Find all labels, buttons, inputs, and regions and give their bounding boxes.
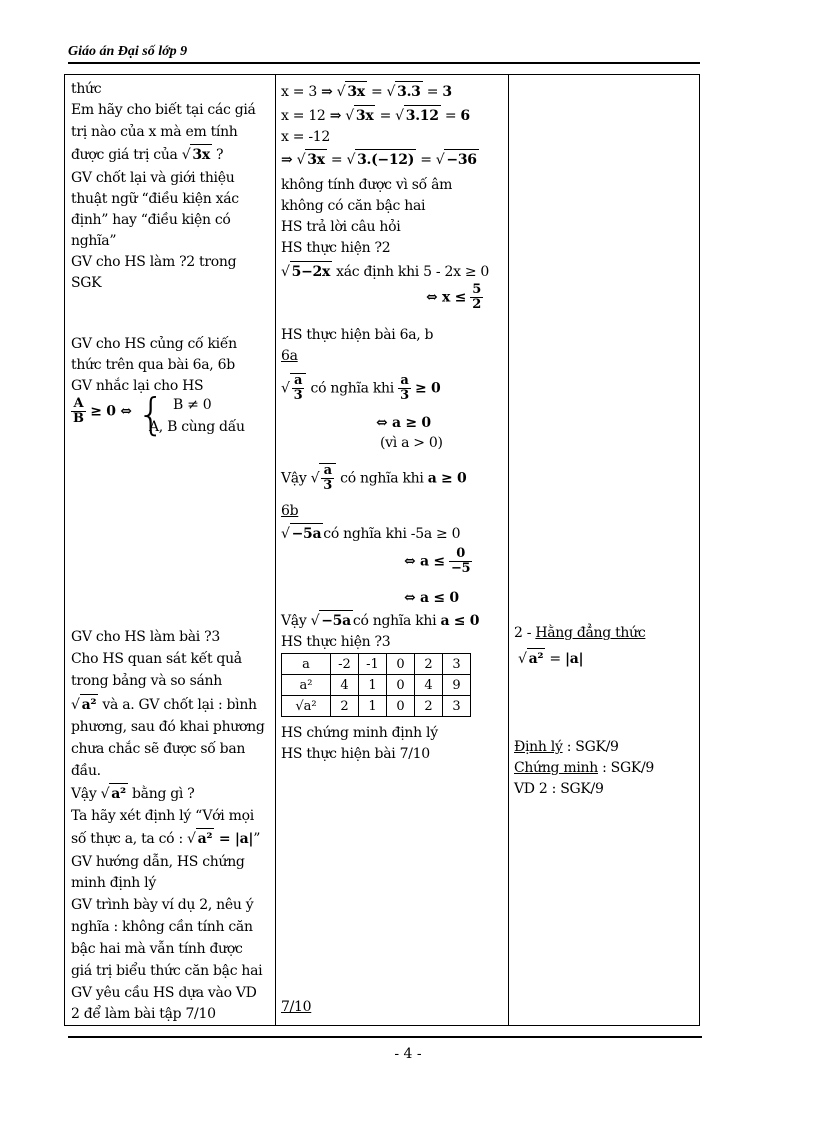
math-line: ⇒ √ 3x = √ 3.(−12) = √ −36: [281, 149, 479, 171]
text-line: thức: [71, 81, 102, 97]
section-heading: 2 - Hằng đẳng thức: [514, 625, 646, 641]
identity-formula: √ a² = |a|: [518, 648, 583, 670]
text-line: nghĩa : không cần tính căn: [71, 919, 253, 935]
text-line: thuật ngữ “điều kiện xác: [71, 191, 239, 207]
text-line: Định lý : SGK/9: [514, 739, 619, 755]
text-line: Ta hãy xét định lý “Với mọi: [71, 808, 254, 824]
lesson-table: [64, 74, 700, 1026]
math-line: x = -12: [281, 129, 330, 145]
text-line: (vì a > 0): [380, 435, 443, 451]
table-cell: 0: [387, 675, 415, 696]
table-cell: 9: [443, 675, 471, 696]
text-line: bậc hai mà vẫn tính được: [71, 941, 243, 957]
text-line: HS thực hiện bài 7/10: [281, 746, 430, 762]
text-line: GV trình bày ví dụ 2, nêu ý: [71, 897, 254, 913]
table-row: [282, 654, 471, 675]
table-row-head: a²: [282, 675, 331, 696]
math-line: ⇔ a ≤ 0: [404, 590, 459, 606]
text-line: HS chứng minh định lý: [281, 725, 438, 741]
table-cell: 0: [387, 654, 415, 675]
table-cell: 3: [443, 696, 471, 717]
math-line: ⇔ x ≤ $\frac{5}{2}$: [426, 282, 481, 312]
text-line: Chứng minh : SGK/9: [514, 760, 655, 776]
text-line: trong bảng và so sánh: [71, 673, 222, 689]
math-line: √ $\frac{a}{3}$ có nghĩa khi $\frac{a}{3}$ ≥ 0: [281, 373, 441, 403]
math-line: √ −5a có nghĩa khi -5a ≥ 0: [281, 523, 460, 545]
math-line: Vậy √ $\frac{a}{3}$ có nghĩa khi a ≥ 0: [281, 463, 467, 493]
content-column: [509, 75, 699, 1025]
text-line: √ a² và a. GV chốt lại : bình: [71, 694, 257, 716]
teacher-column: [65, 75, 276, 1025]
text-line: GV chốt lại và giới thiệu: [71, 170, 235, 186]
text-line: GV nhắc lại cho HS: [71, 378, 204, 394]
text-line: trị nào của x mà em tính: [71, 124, 238, 140]
text-line: GV cho HS củng cố kiến: [71, 336, 237, 352]
table-cell: 1: [359, 696, 387, 717]
math-line: √ 5−2x xác định khi 5 - 2x ≥ 0: [281, 261, 489, 283]
label-6b: 6b: [281, 503, 299, 519]
page-header-title: Giáo án Đại số lớp 9: [68, 44, 188, 59]
math-line: Vậy √ −5a có nghĩa khi a ≤ 0: [281, 610, 479, 632]
table-row-head: √a²: [282, 696, 331, 717]
footer-rule: [68, 1036, 702, 1038]
page-number: - 4 -: [394, 1046, 422, 1062]
text-line: GV hướng dẫn, HS chứng: [71, 854, 245, 870]
sqrt-3x-formula: √ 3x: [182, 144, 212, 166]
text-line: đầu.: [71, 763, 101, 779]
table-cell: 3: [443, 654, 471, 675]
text-line: GV yêu cầu HS dựa vào VD: [71, 985, 257, 1001]
math-line: x = 3 ⇒ √ 3x = √ 3.3 = 3: [281, 81, 452, 103]
math-line: ⇔ a ≤ $\frac{0}{-5}$: [404, 546, 471, 576]
text-line: HS thực hiện ?3: [281, 634, 391, 650]
header-rule: [68, 62, 700, 64]
text-line: HS thực hiện ?2: [281, 240, 391, 256]
text-line: chưa chắc sẽ được số ban: [71, 741, 246, 757]
text-line: định” hay “điều kiện có: [71, 212, 231, 228]
text-line: thức trên qua bài 6a, 6b: [71, 357, 235, 373]
values-table: [281, 653, 471, 717]
label-6a: 6a: [281, 348, 298, 364]
text-line: SGK: [71, 275, 102, 291]
table-cell: 2: [331, 696, 359, 717]
fraction-condition-formula: $\frac{A}{B}$ ≥ 0 ⇔: [73, 396, 132, 426]
text-line: nghĩa”: [71, 233, 117, 249]
text-line: Em hãy cho biết tại các giá: [71, 102, 256, 118]
math-line: ⇔ a ≥ 0: [376, 415, 431, 431]
math-line: x = 12 ⇒ √ 3x = √ 3.12 = 6: [281, 105, 470, 127]
table-cell: 4: [331, 675, 359, 696]
table-cell: 0: [387, 696, 415, 717]
text-line: được giá trị của √ 3x ?: [71, 144, 223, 166]
text-line: HS thực hiện bài 6a, b: [281, 327, 434, 343]
text-line: giá trị biểu thức căn bậc hai: [71, 963, 263, 979]
text-line: không tính được vì số âm: [281, 177, 453, 193]
label-7-10: 7/10: [281, 999, 312, 1015]
table-cell: 2: [415, 654, 443, 675]
text-line: Cho HS quan sát kết quả: [71, 651, 242, 667]
table-cell: 1: [359, 675, 387, 696]
table-cell: -2: [331, 654, 359, 675]
text-line: Vậy √ a² bằng gì ?: [71, 783, 194, 805]
table-row: [282, 696, 471, 717]
text-line: số thực a, ta có : √ a² = |a|”: [71, 828, 260, 850]
condition-line: A, B cùng dấu: [149, 419, 245, 435]
text-line: phương, sau đó khai phương: [71, 719, 265, 735]
text-line: GV cho HS làm bài ?3: [71, 629, 220, 645]
text-line: 2 để làm bài tập 7/10: [71, 1006, 216, 1022]
table-row: [282, 675, 471, 696]
brace-symbol: {: [137, 389, 165, 440]
text-line: VD 2 : SGK/9: [514, 781, 604, 797]
text-line: GV cho HS làm ?2 trong: [71, 254, 237, 270]
table-row-head: a: [282, 654, 331, 675]
table-cell: 2: [415, 696, 443, 717]
table-cell: -1: [359, 654, 387, 675]
condition-line: B ≠ 0: [173, 397, 212, 413]
text-line: HS trả lời câu hỏi: [281, 219, 401, 235]
text-line: không có căn bậc hai: [281, 198, 426, 214]
table-cell: 4: [415, 675, 443, 696]
text-line: minh định lý: [71, 875, 156, 891]
student-column: [276, 75, 509, 1025]
